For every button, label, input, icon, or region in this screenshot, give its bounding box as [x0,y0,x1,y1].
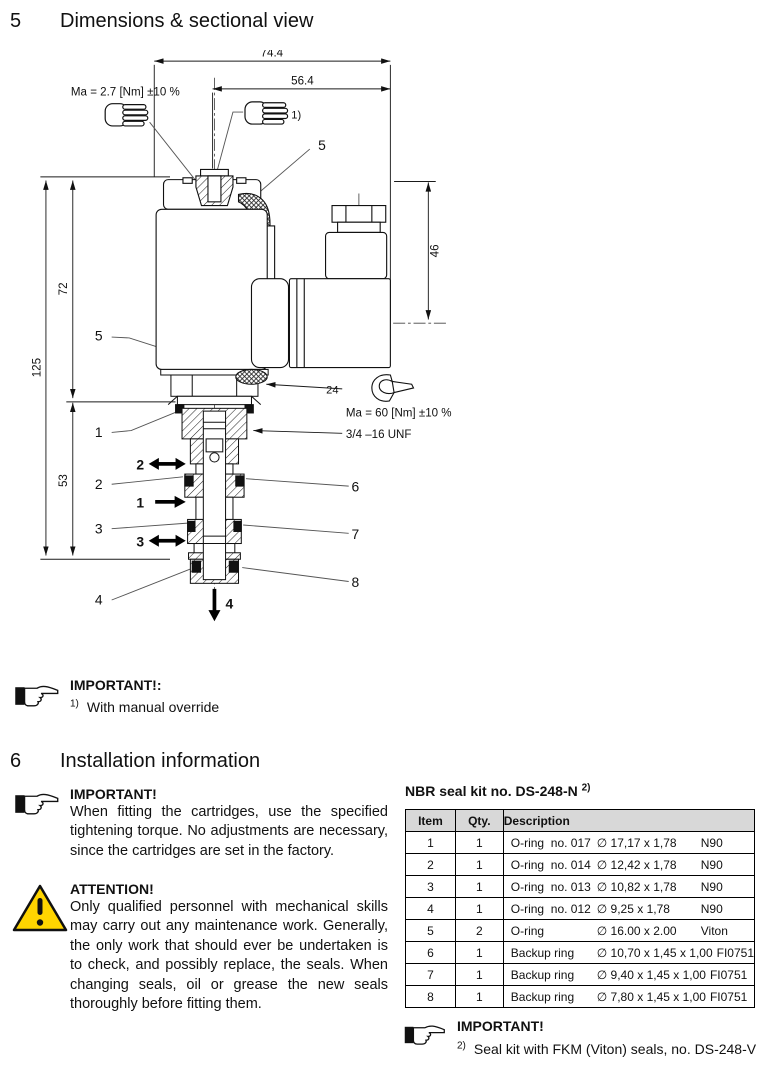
manicule-icon [403,1021,447,1053]
table-row: 2 1 O-ring no. 014 ∅ 12,42 x 1,78 N90 [406,854,755,876]
label-part-7: 7 [351,525,360,542]
torque-override-label: Ma = 2.7 [Nm] ±10 % [70,86,180,99]
dim-cartridge-height: 53 [58,474,71,487]
open-hand-icon [245,102,288,124]
warning-triangle-icon [12,883,68,938]
dim-total-width: 74.4 [260,50,284,60]
table-row: 3 1 O-ring no. 013 ∅ 10,82 x 1,78 N90 [406,876,755,898]
seal-table-title-ref: 2) [581,782,591,794]
table-row: 6 1 Backup ring ∅ 10,70 x 1,45 x 1,00 FI0751 [406,942,755,964]
note2-title: IMPORTANT! [457,1018,544,1034]
header-qty: Qty. [455,810,503,832]
table-row: 1 1 O-ring no. 017 ∅ 17,17 x 1,78 N90 [406,832,755,854]
label-port-2: 2 [136,456,145,473]
label-part-3: 3 [94,520,103,537]
section-5-number: 5 [10,10,22,32]
dim-body-height: 72 [58,282,71,296]
note1-title: IMPORTANT!: [70,677,162,693]
attention-text: Only qualified personnel with mechanical skills may carry out any maintenance work. Generally, the only work that should ever be undertaken is to check, and possibly replace, the seals. When changing seals, oil or grease the new seals thoroughly before fitting them. [70,899,388,1013]
label-part-6: 6 [351,478,360,495]
table-row: 5 2 O-ring ∅ 16.00 x 2.00 Viton [406,920,755,942]
note1-text: $^{1)}$ With manual override [70,698,220,715]
cartridge [161,369,268,583]
label-seal-side: 5 [94,327,103,344]
sectional-view-drawing [0,50,540,675]
label-part-4: 4 [94,591,103,608]
important-text: When fitting the cartridges, use the specified tightening torque. No adjustments are necessary, since the cartridges are set in the factory. [70,804,388,859]
dim-total-height: 125 [31,357,44,378]
note2-text: $^{2)}$ Seal kit with FKM (Viton) seals, no. DS-248-V [457,1040,757,1057]
label-port-1: 1 [136,494,145,511]
section-6-number: 6 [10,750,22,772]
hex-size-label: 24 [326,384,339,397]
note2-ref: 2) [457,1040,466,1052]
table-header-row [406,810,755,832]
manicule-icon [14,789,60,823]
important-title: IMPORTANT! [70,786,157,802]
torque-nut-label: Ma = 60 [Nm] ±10 % [345,407,452,420]
attention-title: ATTENTION! [70,881,154,897]
dim-coil-width: 56.4 [291,75,314,88]
dim-connector-height: 46 [429,244,442,258]
seal-table-title: NBR seal kit no. DS-248-N $^{2)}$ [405,782,591,799]
section-6-heading [10,750,260,773]
header-description: Description [503,810,754,832]
manicule-icon [14,681,62,711]
section-5-heading [10,10,313,33]
table-row: 4 1 O-ring no. 012 ∅ 9,25 x 1,78 N90 [406,898,755,920]
seal-kit-table [405,809,755,1008]
label-part-1: 1 [94,424,103,441]
label-seal-top: 5 [318,137,326,153]
label-port-4: 4 [225,595,234,612]
override-footnote-ref: 1) [291,109,302,122]
table-row: 8 1 Backup ring ∅ 7,80 x 1,45 x 1,00 FI0751 [406,986,755,1008]
section-5-title: Dimensions & sectional view [60,10,314,32]
label-part-2: 2 [94,475,103,492]
header-item: Item [406,810,456,832]
note1-ref: 1) [70,698,79,710]
label-port-3: 3 [136,533,145,550]
wrench-icon [372,375,414,402]
open-hand-icon [105,104,148,126]
section-6-title: Installation information [60,750,261,772]
thread-label: 3/4 –16 UNF [345,428,412,441]
table-row: 7 1 Backup ring ∅ 9,40 x 1,45 x 1,00 FI0751 [406,964,755,986]
label-part-8: 8 [351,574,360,591]
